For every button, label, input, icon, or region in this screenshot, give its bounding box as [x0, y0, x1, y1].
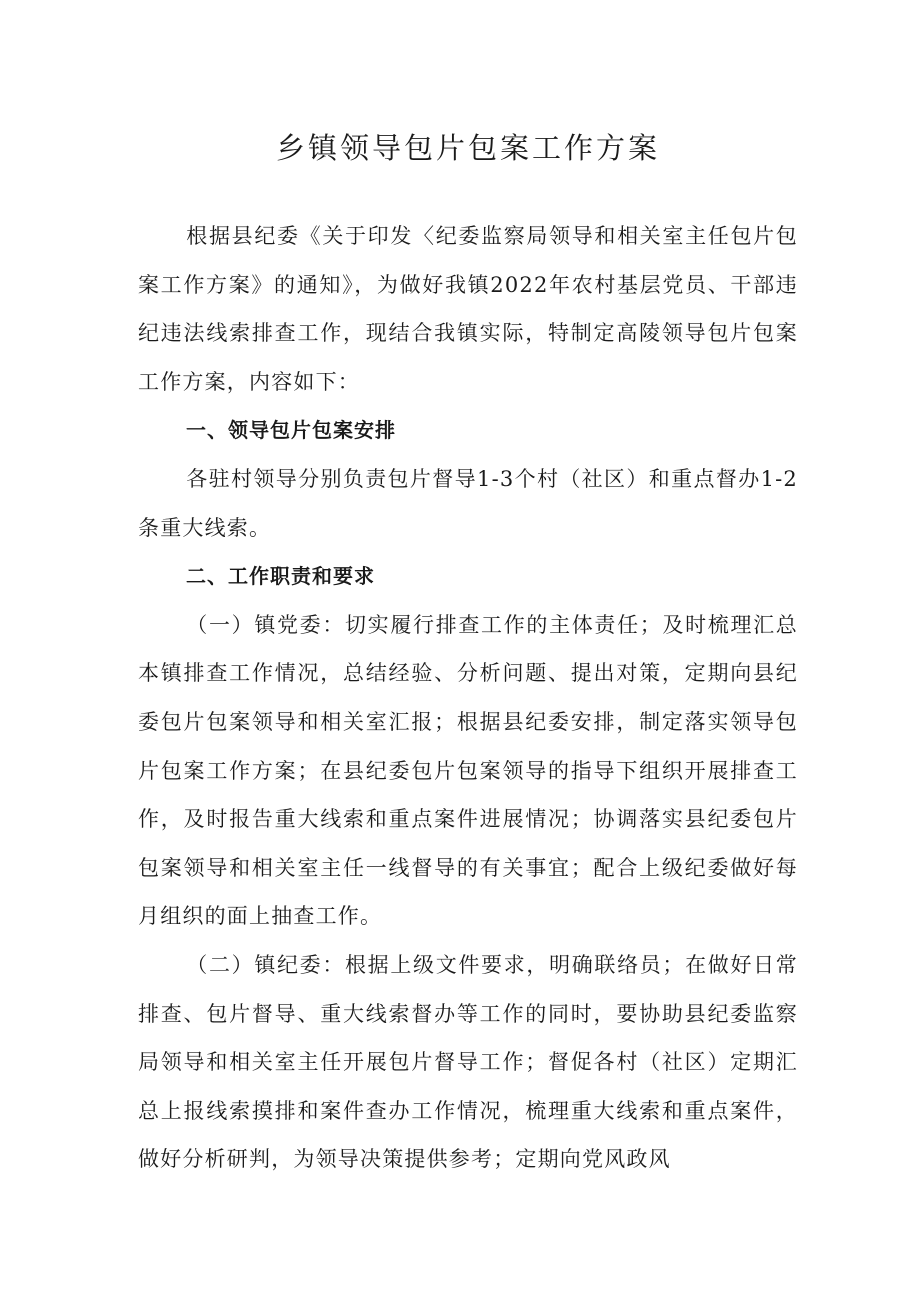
section-1-body: 各驻村领导分别负责包片督导1-3个村（社区）和重点督办1-2条重大线索。 [138, 466, 798, 540]
section-2-heading: 二、工作职责和要求 [186, 564, 375, 589]
section-2-item-1: （一）镇党委：切实履行排查工作的主体责任；及时梳理汇总本镇排查工作情况，总结经验、分析问题、提出对策，定期向县纪委包片包案领导和相关室汇报；根据县纪委安排，制定落实领导包片包案工作方案；在县纪委包片包案领导的指导下组织开展排查工作，及时报告重大线索和重点案件进展情况；协调落实县纪委包片包案领导和相关室主任一线督导的有关事宜；配合上级纪委做好每月组织的面上抽查工作。 [138, 612, 798, 929]
section-1-heading: 一、领导包片包案安排 [186, 418, 396, 443]
section-2-item-2: （二）镇纪委：根据上级文件要求，明确联络员；在做好日常排查、包片督导、重大线索督办等工作的同时，要协助县纪委监察局领导和相关室主任开展包片督导工作；督促各村（社区）定期汇总上报线索摸排和案件查办工作情况，梳理重大线索和重点案件，做好分析研判，为领导决策提供参考；定期向党风政风 [138, 952, 798, 1172]
document-title: 乡镇领导包片包案工作方案 [275, 131, 660, 165]
intro-paragraph: 根据县纪委《关于印发〈纪委监察局领导和相关室主任包片包案工作方案》的通知》，为做好我镇2022年农村基层党员、干部违纪违法线索排查工作，现结合我镇实际，特制定高陵领导包片包案工作方案，内容如下： [138, 224, 798, 394]
